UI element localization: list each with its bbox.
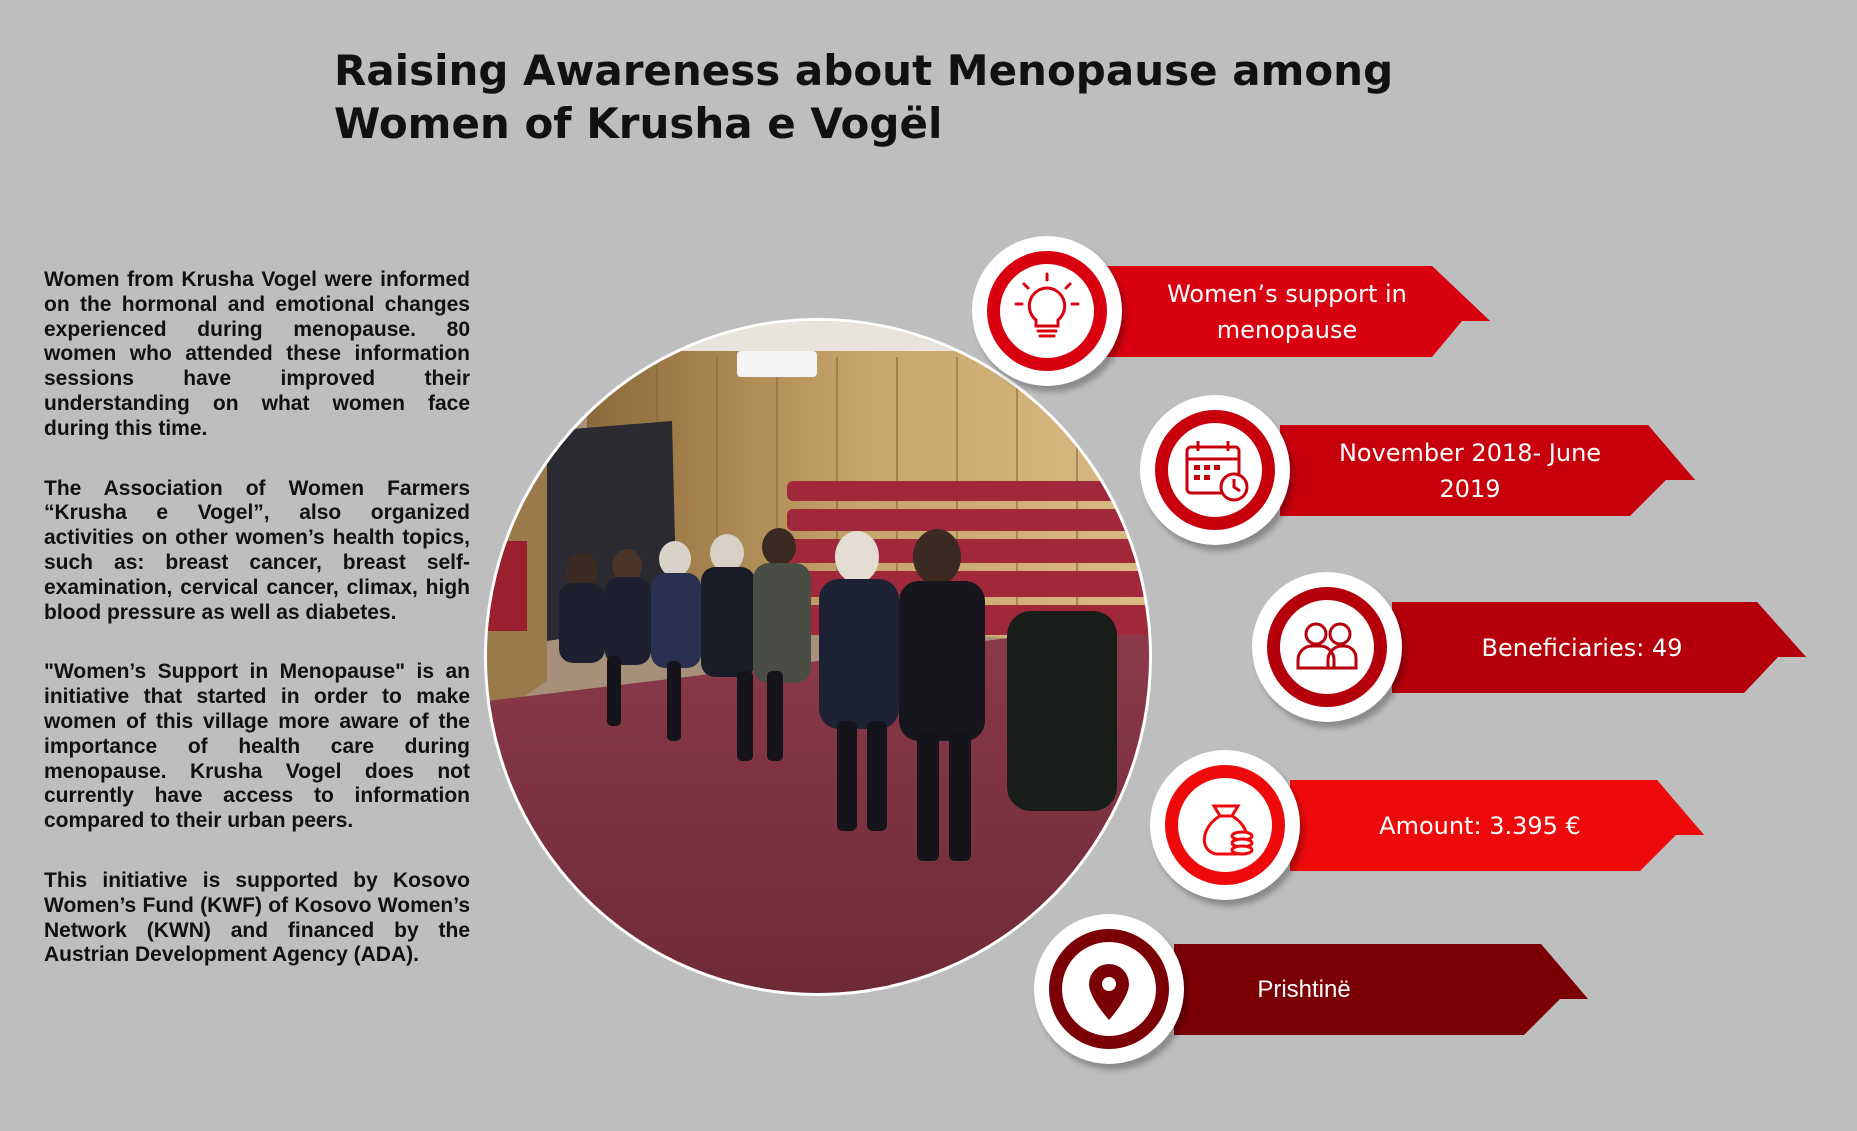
ribbon-label-topic: Women’s support in menopause bbox=[1167, 279, 1407, 344]
ribbon-location bbox=[1034, 914, 1594, 1072]
location-pin-icon bbox=[1034, 914, 1184, 1064]
paragraph-2: The Association of Women Farmers “Krusha e Vogel”, also organized activities on other women’s health topics, such as: breast cancer, breast self-examination, cervical cancer, climax, high blood pressure as well as diabetes. bbox=[44, 476, 470, 624]
auditorium-illustration bbox=[487, 321, 1149, 993]
icon-disc-location bbox=[1034, 914, 1184, 1064]
ribbon-beneficiaries bbox=[1252, 572, 1812, 730]
ribbon-label-period: November 2018- June 2019 bbox=[1338, 438, 1602, 503]
description-text bbox=[44, 268, 470, 968]
icon-disc-lightbulb bbox=[972, 236, 1122, 386]
paragraph-4: This initiative is supported by Kosovo Women’s Fund (KWF) of Kosovo Women’s Network (KWN) and financed by the Austrian Development Agency (ADA). bbox=[44, 868, 470, 967]
money-bag-icon bbox=[1150, 750, 1300, 900]
people-icon bbox=[1252, 572, 1402, 722]
page-title: Raising Awareness about Menopause among Women of Krusha e Vogël bbox=[334, 46, 1394, 148]
icon-disc-people bbox=[1252, 572, 1402, 722]
calendar-clock-icon bbox=[1140, 395, 1290, 545]
icon-disc-calendar bbox=[1140, 395, 1290, 545]
event-photo bbox=[484, 318, 1152, 996]
ribbon-period bbox=[1140, 395, 1700, 553]
ribbon-amount bbox=[1150, 750, 1710, 908]
ribbon-topic bbox=[972, 236, 1532, 394]
ribbon-label-location: Prishtinë bbox=[1257, 975, 1351, 1003]
lightbulb-icon bbox=[972, 236, 1122, 386]
ribbon-label-beneficiaries: Beneficiaries: 49 bbox=[1481, 633, 1683, 662]
paragraph-1: Women from Krusha Vogel were informed on the hormonal and emotional changes experienced during menopause. 80 women who attended these information sessions have improved their understanding on what women face during this time. bbox=[44, 268, 470, 440]
icon-disc-money bbox=[1150, 750, 1300, 900]
paragraph-3: "Women’s Support in Menopause" is an initiative that started in order to make women of this village more aware of the importance of health care during menopause. Krusha Vogel does not currently have access to information compared to their urban peers. bbox=[44, 660, 470, 833]
ribbon-label-amount: Amount: 3.395 € bbox=[1379, 811, 1581, 840]
